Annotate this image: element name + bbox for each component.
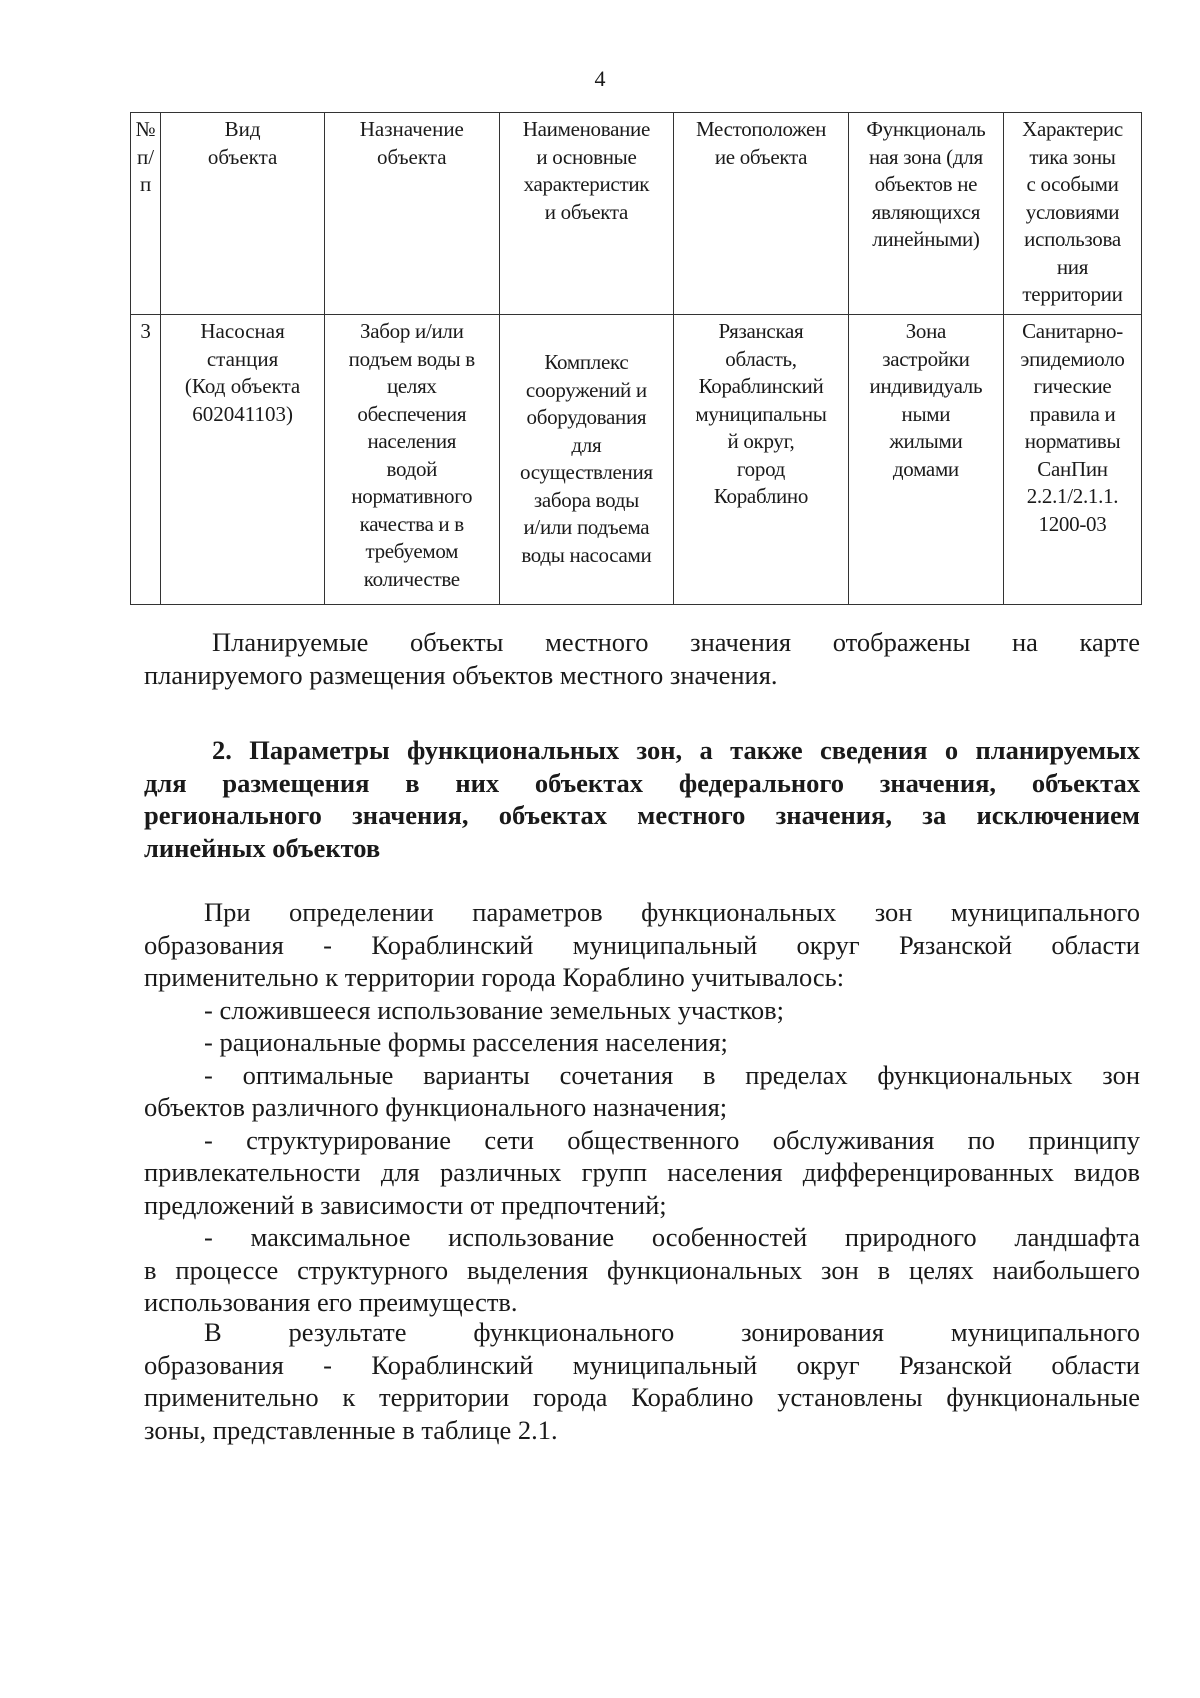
cell-line: Забор и/или [360,319,464,343]
header-line: Функциональ [866,117,986,141]
cell-line: оборудования [526,405,647,429]
heading-line: 2. Параметры функциональных зон, а также сведения о планируемых [212,735,1140,765]
cell-line: целях [386,374,437,398]
header-cell-object-type [161,113,325,315]
cell-line: нормативы [1024,429,1121,453]
cell-line: й округ, [727,429,795,453]
text-line: зоны, представленные в таблице 2.1. [144,1414,558,1445]
header-line: п/ [137,144,155,169]
header-line: являющихся [871,199,981,224]
bullet-item: - сложившееся использование земельных участков; [204,994,785,1025]
result-paragraph [144,1316,1140,1446]
cell-line: подъем воды в [348,346,475,371]
heading-line: линейных объектов [144,832,381,863]
cell-line: домами [892,456,959,481]
header-line: Вид [224,117,261,141]
cell-line: муниципальны [695,401,827,426]
map-note-paragraph [144,626,1140,691]
cell-line: застройки [882,346,970,371]
text-line: При определении параметров функциональных зон муниципального [204,897,1140,927]
cell-line: ными [901,401,951,426]
cell-location [674,315,849,605]
header-line: и основные [536,144,637,169]
cell-line: сооружений и [525,377,647,402]
header-line: Назначение [359,117,464,141]
header-line: и объекта [544,199,629,224]
objects-table [130,112,1142,605]
cell-line: и/или подъема [523,515,650,539]
bullet-continuation: предложений в зависимости от предпочтений; [144,1189,667,1220]
header-cell-purpose [325,113,500,315]
table-header-row [131,113,1142,315]
cell-line: (Код объекта [184,374,301,398]
text-line: планируемого размещения объектов местного значения. [144,659,778,690]
cell-line: водой [386,456,438,481]
cell-line: 2.2.1/2.1.1. [1026,484,1119,508]
cell-line: станция [206,346,279,371]
header-line: с особыми [1026,172,1119,196]
cell-line: индивидуаль [869,374,983,398]
cell-line: Санитарно- [1022,319,1123,343]
cell-line: город [736,456,786,481]
bullet-item: - рациональные формы расселения населения; [204,1027,728,1057]
cell-number [131,315,161,605]
cell-line: нормативного [351,484,473,508]
bullet-item: - оптимальные варианты сочетания в пределах функциональных зон [204,1059,1140,1090]
header-line: тика зоны [1029,144,1116,169]
header-cell-functional-zone [848,113,1003,315]
header-cell-number [131,113,161,315]
cell-line: требуемом [365,539,459,563]
bullet-continuation: использования его преимуществ. [144,1287,518,1317]
header-line: № [135,117,156,141]
text-line: образования - Кораблинский муниципальный округ Рязанской области [144,929,1140,960]
cell-line: 602041103) [192,401,293,426]
cell-line: качества и в [359,511,464,536]
header-line: Характерис [1022,117,1123,141]
cell-line: обеспечения [357,401,467,426]
bullet-continuation: объектов различного функционального назначения; [144,1092,728,1122]
cell-line: правила и [1029,401,1116,426]
cell-zone-characteristics [1003,315,1141,605]
header-line: Местоположен [695,117,827,141]
table-row [131,315,1142,605]
page-number: 4 [594,66,606,91]
heading-line: регионального значения, объектах местного значения, за исключением [144,800,1140,830]
bullet-continuation: в процессе структурного выделения функциональных зон в целях наибольшего [144,1254,1140,1285]
section-heading [144,734,1140,864]
header-line: характеристик [523,172,650,196]
cell-line: Комплекс [544,350,629,374]
header-line: использова [1024,227,1121,251]
header-line: объектов не [874,172,978,196]
bullet-item: - структурирование сети общественного обслуживания по принципу [204,1124,1140,1155]
cell-line: 1200-03 [1038,511,1107,536]
header-line: п [139,172,152,196]
header-cell-zone-characteristics [1003,113,1141,315]
cell-line: осуществления [520,460,653,484]
cell-purpose [325,315,500,605]
intro-paragraph [144,896,1140,1319]
header-line: Наименование [522,117,650,141]
header-line: условиями [1025,199,1120,224]
cell-line: Насосная [200,319,285,343]
header-cell-location [674,113,849,315]
header-line: объекта [377,144,447,169]
cell-functional-zone [848,315,1003,605]
header-line: объекта [207,144,278,169]
cell-line: Кораблино [713,484,809,508]
heading-line: для размещения в них объектах федерального значения, объектах [144,767,1140,798]
text-line: образования - Кораблинский муниципальный округ Рязанской области [144,1349,1140,1380]
cell-line: гические [1033,374,1112,398]
cell-line: количестве [363,566,460,591]
cell-object-type [161,315,325,605]
cell-line: забора воды [533,487,639,512]
text-line: В результате функционального зонирования муниципального [204,1317,1140,1347]
header-line: территории [1022,282,1123,306]
bullet-continuation: привлекательности для различных групп населения дифференцированных видов [144,1157,1140,1187]
cell-line: 3 [140,319,151,343]
cell-line: Кораблинский [698,374,824,398]
cell-line: воды насосами [521,542,652,567]
header-line: ния [1056,254,1089,279]
header-line: ная зона (для [868,144,983,169]
bullet-item: - максимальное использование особенностей природного ландшафта [204,1222,1140,1252]
cell-line: жилыми [889,429,963,453]
text-line: применительно к территории города Кораблино установлены функциональные [144,1382,1140,1412]
text-line: применительно к территории города Кораблино учитывалось: [144,962,845,992]
cell-line: населения [367,429,457,453]
header-cell-name [499,113,674,315]
header-line: ие объекта [714,144,808,169]
cell-line: Рязанская [718,319,804,343]
cell-name [499,315,674,605]
cell-line: для [571,432,602,457]
cell-line: область, [725,346,797,371]
cell-line: Зона [905,319,947,343]
cell-line: эпидемиоло [1020,346,1125,371]
header-line: линейными) [872,227,980,251]
cell-line: СанПин [1037,456,1108,481]
text-line: Планируемые объекты местного значения отображены на карте [212,627,1140,657]
